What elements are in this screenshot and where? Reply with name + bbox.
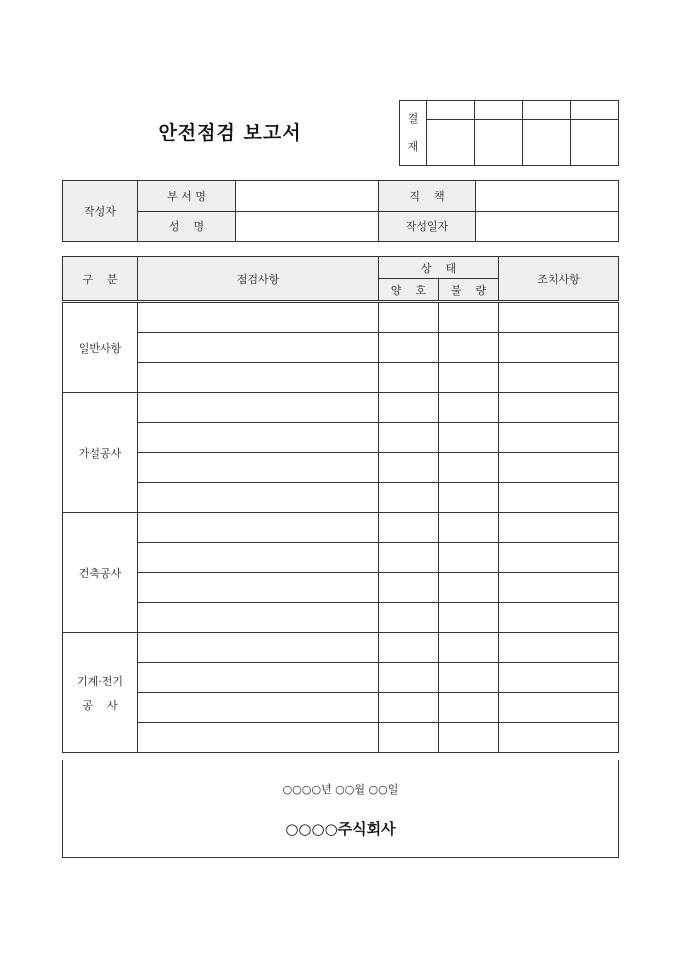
item-cell[interactable] xyxy=(138,483,379,513)
dept-field[interactable] xyxy=(236,181,379,212)
action-cell[interactable] xyxy=(499,423,619,453)
section-label-line2: 공 사 xyxy=(82,698,118,712)
approval-title-cell[interactable] xyxy=(571,101,619,120)
header-items: 점검사항 xyxy=(138,257,379,302)
approval-title-cell[interactable] xyxy=(427,101,475,120)
author-label: 작성자 xyxy=(63,181,138,242)
item-cell[interactable] xyxy=(138,393,379,423)
good-cell[interactable] xyxy=(379,573,439,603)
item-cell[interactable] xyxy=(138,453,379,483)
header-bad: 불 량 xyxy=(439,279,499,302)
action-cell[interactable] xyxy=(499,393,619,423)
approval-sign-cell[interactable] xyxy=(427,120,475,166)
good-cell[interactable] xyxy=(379,393,439,423)
item-cell[interactable] xyxy=(138,663,379,693)
approval-sign-cell[interactable] xyxy=(523,120,571,166)
good-cell[interactable] xyxy=(379,693,439,723)
bad-cell[interactable] xyxy=(439,363,499,393)
action-cell[interactable] xyxy=(499,723,619,753)
bad-cell[interactable] xyxy=(439,573,499,603)
bad-cell[interactable] xyxy=(439,333,499,363)
approval-sign-cell[interactable] xyxy=(571,120,619,166)
action-cell[interactable] xyxy=(499,573,619,603)
good-cell[interactable] xyxy=(379,663,439,693)
position-label: 직 책 xyxy=(379,181,476,212)
section-label-line1: 기계·전기 xyxy=(76,674,123,688)
bad-cell[interactable] xyxy=(439,543,499,573)
bad-cell[interactable] xyxy=(439,633,499,663)
good-cell[interactable] xyxy=(379,333,439,363)
item-cell[interactable] xyxy=(138,573,379,603)
footer-date: ○○○○년 ○○월 ○○일 xyxy=(282,783,399,796)
good-cell[interactable] xyxy=(379,302,439,333)
item-cell[interactable] xyxy=(138,633,379,663)
page-title: 안전점검 보고서 xyxy=(158,122,302,144)
approval-title-cell[interactable] xyxy=(523,101,571,120)
name-field[interactable] xyxy=(236,211,379,242)
dept-label: 부 서 명 xyxy=(138,181,236,212)
good-cell[interactable] xyxy=(379,483,439,513)
item-cell[interactable] xyxy=(138,543,379,573)
bad-cell[interactable] xyxy=(439,453,499,483)
action-cell[interactable] xyxy=(499,633,619,663)
position-field[interactable] xyxy=(476,181,619,212)
approval-label-top: 결 xyxy=(407,112,419,125)
item-cell[interactable] xyxy=(138,723,379,753)
item-cell[interactable] xyxy=(138,423,379,453)
section-label-general: 일반사항 xyxy=(63,302,138,393)
approval-title-cell[interactable] xyxy=(475,101,523,120)
item-cell[interactable] xyxy=(138,333,379,363)
bad-cell[interactable] xyxy=(439,423,499,453)
good-cell[interactable] xyxy=(379,633,439,663)
bad-cell[interactable] xyxy=(439,513,499,543)
date-field[interactable] xyxy=(476,211,619,242)
action-cell[interactable] xyxy=(499,483,619,513)
action-cell[interactable] xyxy=(499,302,619,333)
good-cell[interactable] xyxy=(379,723,439,753)
inspection-table xyxy=(62,256,619,753)
action-cell[interactable] xyxy=(499,543,619,573)
bad-cell[interactable] xyxy=(439,663,499,693)
item-cell[interactable] xyxy=(138,693,379,723)
date-label: 작성일자 xyxy=(379,211,476,242)
bad-cell[interactable] xyxy=(439,393,499,423)
good-cell[interactable] xyxy=(379,603,439,633)
header-category: 구 분 xyxy=(63,257,138,302)
header-good: 양 호 xyxy=(379,279,439,302)
bad-cell[interactable] xyxy=(439,603,499,633)
approval-label xyxy=(400,101,427,166)
action-cell[interactable] xyxy=(499,513,619,543)
good-cell[interactable] xyxy=(379,363,439,393)
section-label-temporary: 가설공사 xyxy=(63,393,138,513)
action-cell[interactable] xyxy=(499,663,619,693)
bad-cell[interactable] xyxy=(439,483,499,513)
item-cell[interactable] xyxy=(138,603,379,633)
good-cell[interactable] xyxy=(379,543,439,573)
action-cell[interactable] xyxy=(499,603,619,633)
action-cell[interactable] xyxy=(499,363,619,393)
item-cell[interactable] xyxy=(138,513,379,543)
bad-cell[interactable] xyxy=(439,723,499,753)
author-info-table xyxy=(62,180,619,242)
approval-box xyxy=(399,100,619,166)
section-label-mechanical xyxy=(63,633,138,753)
approval-sign-cell[interactable] xyxy=(475,120,523,166)
item-cell[interactable] xyxy=(138,302,379,333)
action-cell[interactable] xyxy=(499,333,619,363)
name-label: 성 명 xyxy=(138,211,236,242)
item-cell[interactable] xyxy=(138,363,379,393)
footer-company: ○○○○주식회사 xyxy=(285,820,396,838)
header-action: 조치사항 xyxy=(499,257,619,302)
action-cell[interactable] xyxy=(499,693,619,723)
bad-cell[interactable] xyxy=(439,302,499,333)
action-cell[interactable] xyxy=(499,453,619,483)
good-cell[interactable] xyxy=(379,423,439,453)
approval-label-bottom: 재 xyxy=(407,140,419,153)
good-cell[interactable] xyxy=(379,453,439,483)
good-cell[interactable] xyxy=(379,513,439,543)
bad-cell[interactable] xyxy=(439,693,499,723)
header-status: 상 태 xyxy=(379,257,499,279)
footer-box xyxy=(62,760,619,858)
section-label-building: 건축공사 xyxy=(63,513,138,633)
